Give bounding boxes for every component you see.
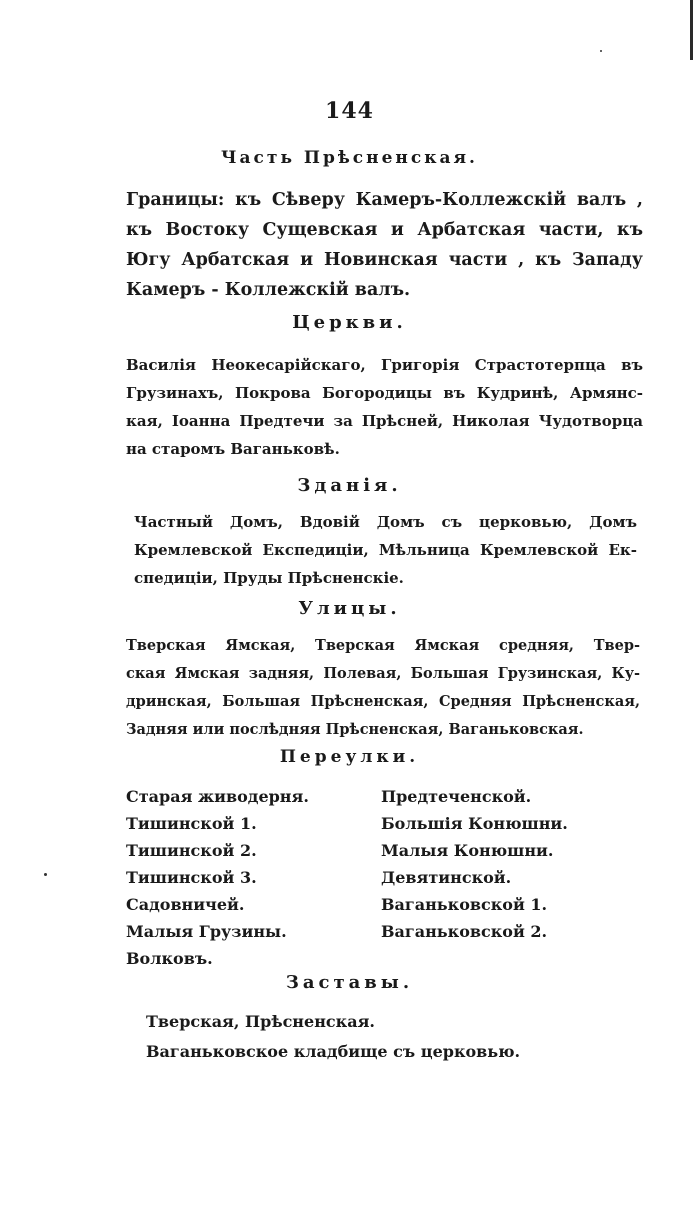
churches-heading: Церкви. (292, 312, 407, 333)
lane-item: Тишинской 1. (126, 814, 257, 833)
streets-line: Задняя или послѣдняя Прѣсненская, Ваганьковская. (126, 721, 584, 738)
lane-item: Ваганьковской 2. (381, 922, 548, 941)
lane-item: Большія Конюшни. (381, 814, 568, 833)
borders-line: къ Востоку Сущевская и Арбатская части, къ (126, 220, 643, 240)
streets-line: дринская, Большая Прѣсненская, Средняя Прѣсненская, (126, 693, 640, 710)
page-number: 144 (325, 98, 374, 124)
churches-line: на старомъ Ваганьковѣ. (126, 440, 340, 458)
churches-line: Василія Неокесарійскаго, Григорія Страстотерпца въ (126, 356, 643, 374)
outpost-line: Ваганьковское кладбище съ церковью. (146, 1042, 521, 1061)
outpost-line: Тверская, Прѣсненская. (146, 1012, 375, 1031)
lanes-left-column (126, 783, 309, 972)
lane-item: Тишинской 2. (126, 841, 257, 860)
outposts-list (146, 1007, 520, 1067)
lane-item: Малыя Конюшни. (381, 841, 554, 860)
scan-edge-mark (690, 0, 693, 60)
scan-speck (600, 50, 602, 52)
lane-item: Садовничей. (126, 895, 245, 914)
buildings-line: Частный Домъ, Вдовій Домъ съ церковью, Домъ (134, 513, 637, 531)
streets-paragraph (126, 632, 640, 744)
buildings-line: Кремлевской Експедиціи, Мѣльница Кремлевской Ек- (134, 541, 637, 559)
lane-item: Ваганьковской 1. (381, 895, 548, 914)
lanes-right-column (381, 783, 568, 945)
borders-line: Югу Арбатская и Новинская части , къ Западу (126, 250, 643, 270)
streets-heading: Улицы. (298, 598, 401, 619)
lanes-heading: Переулки. (279, 747, 420, 767)
borders-line: Границы: къ Сѣверу Камеръ-Коллежскій валъ , (126, 190, 643, 210)
buildings-paragraph (134, 508, 637, 592)
churches-line: кая, Іоанна Предтечи за Прѣсней, Николая Чудотворца (126, 412, 643, 430)
lane-item: Старая живодерня. (126, 787, 309, 806)
streets-line: Тверская Ямская, Тверская Ямская средняя, Твер- (126, 637, 640, 654)
scan-speck (44, 873, 47, 876)
lane-item: Предтеченской. (381, 787, 532, 806)
borders-line: Камеръ - Коллежскій валъ. (126, 280, 411, 300)
lane-item: Малыя Грузины. (126, 922, 287, 941)
streets-line: ская Ямская задняя, Полевая, Большая Грузинская, Ку- (126, 665, 640, 682)
lane-item: Девятинской. (381, 868, 512, 887)
lane-item: Тишинской 3. (126, 868, 257, 887)
outposts-heading: Заставы. (285, 972, 414, 993)
buildings-line: спедиціи, Пруды Прѣсненскіе. (134, 569, 404, 587)
part-title: Часть Прѣсненская. (221, 148, 478, 168)
lane-item: Волковъ. (126, 949, 213, 968)
churches-paragraph (126, 351, 643, 463)
borders-paragraph (126, 185, 643, 305)
churches-line: Грузинахъ, Покрова Богородицы въ Кудринѣ, Армянс- (126, 384, 643, 402)
buildings-heading: Зданія. (297, 475, 402, 496)
